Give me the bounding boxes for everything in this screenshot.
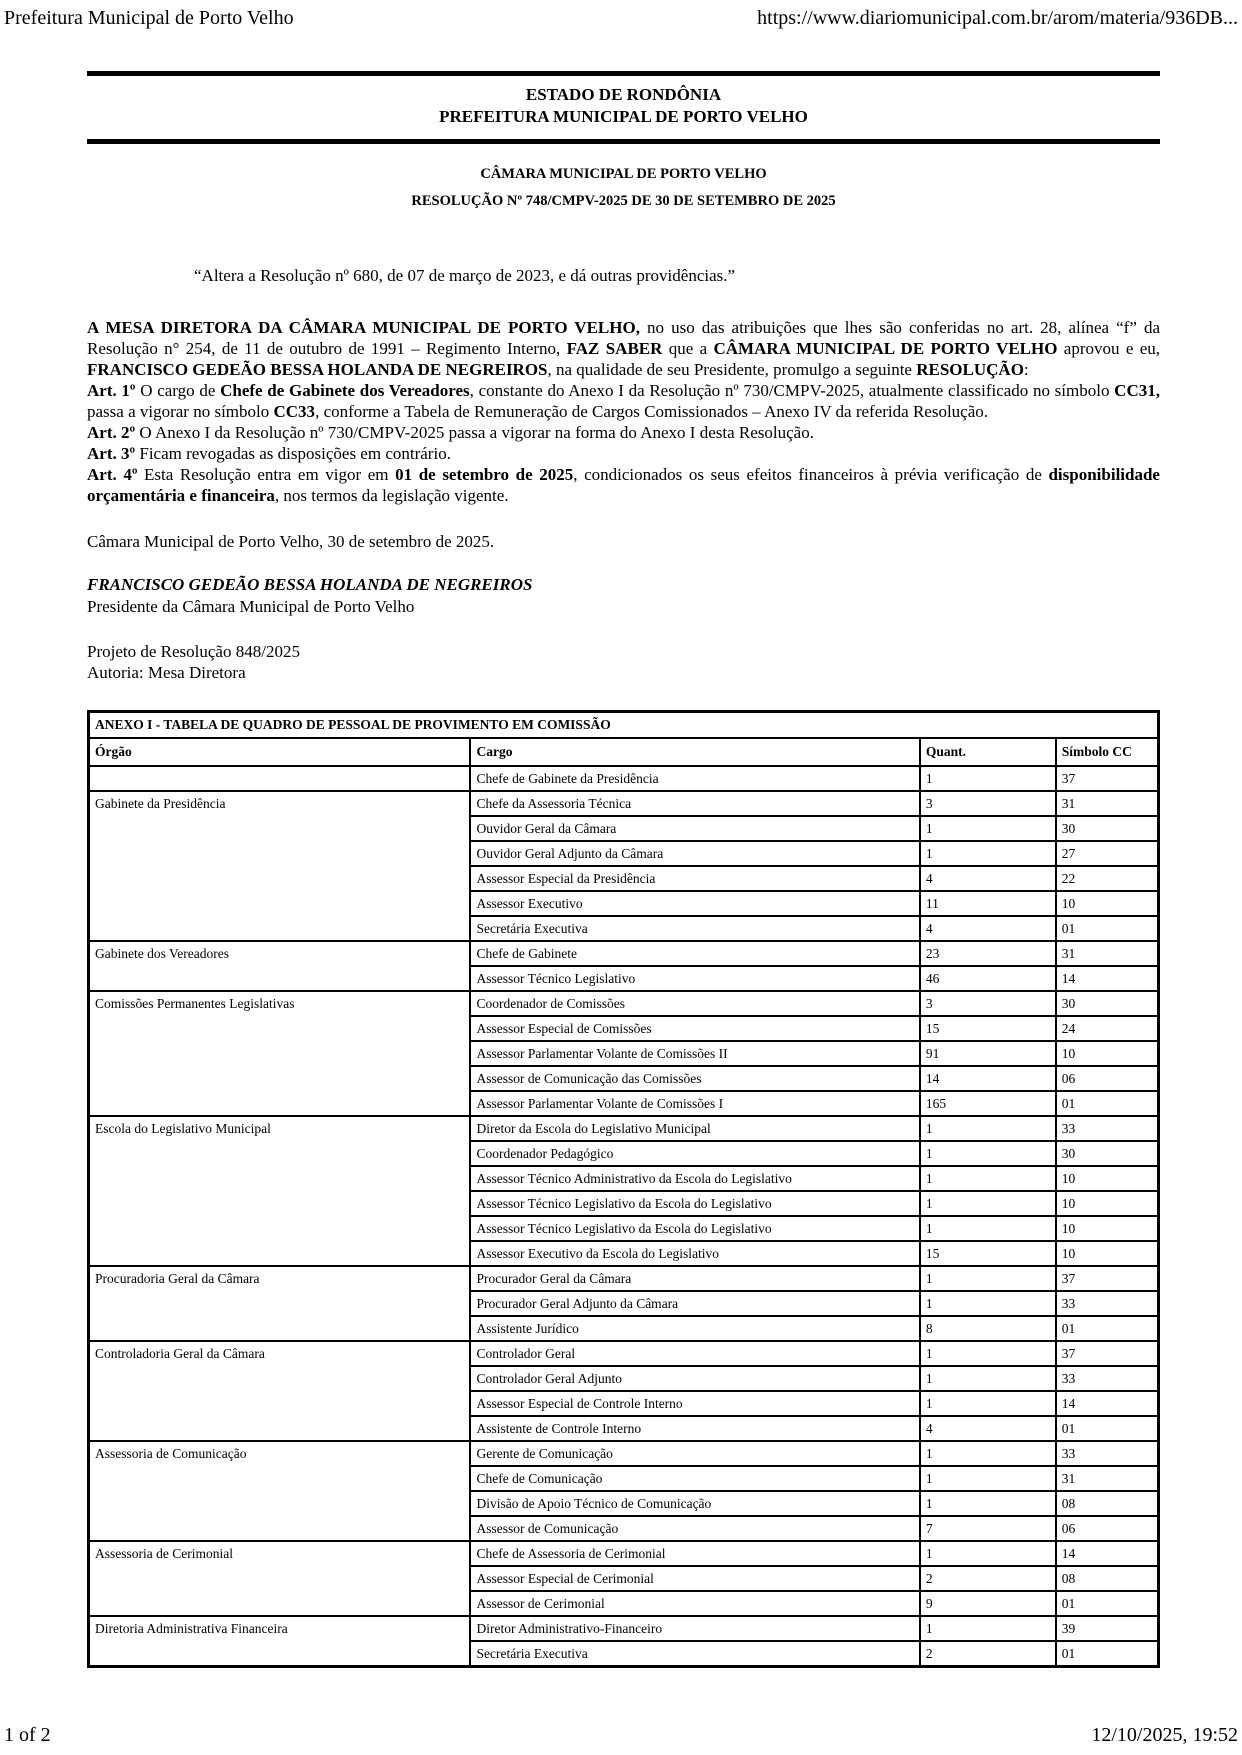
symbol-cc-cell: 10	[1056, 1166, 1159, 1191]
cargo-cell: Assessor Executivo da Escola do Legislativo	[470, 1241, 919, 1266]
cargo-cell: Assistente Jurídico	[470, 1316, 919, 1341]
organ-cell: Procuradoria Geral da Câmara	[89, 1266, 471, 1341]
print-header	[0, 0, 1242, 29]
symbol-cc-cell: 31	[1056, 1466, 1159, 1491]
quant-cell: 8	[920, 1316, 1056, 1341]
column-header-3: Símbolo CC	[1056, 738, 1159, 766]
symbol-cc-cell: 10	[1056, 1241, 1159, 1266]
table-row	[89, 1541, 1159, 1566]
quant-cell: 1	[920, 1441, 1056, 1466]
symbol-cc-cell: 31	[1056, 791, 1159, 816]
text-run: que a	[662, 338, 714, 358]
bold-run: FAZ SABER	[566, 338, 663, 358]
quant-cell: 91	[920, 1041, 1056, 1066]
doc-subtitle-resolution: RESOLUÇÃO Nº 748/CMPV-2025 DE 30 DE SETEMBRO DE 2025	[411, 192, 836, 209]
symbol-cc-cell: 14	[1056, 966, 1159, 991]
symbol-cc-cell: 39	[1056, 1616, 1159, 1641]
article-4	[87, 464, 1160, 506]
signature-block	[87, 574, 1160, 616]
table-row	[89, 941, 1159, 966]
symbol-cc-cell: 08	[1056, 1491, 1159, 1516]
symbol-cc-cell: 27	[1056, 841, 1159, 866]
cargo-cell: Divisão de Apoio Técnico de Comunicação	[470, 1491, 919, 1516]
organ-cell: Diretoria Administrativa Financeira	[89, 1616, 471, 1666]
annex-header-row	[89, 738, 1159, 766]
quant-cell: 1	[920, 1291, 1056, 1316]
bold-run: Art. 2º	[87, 423, 136, 443]
quant-cell: 1	[920, 1266, 1056, 1291]
text-run: O Anexo I da Resolução nº 730/CMPV-2025 passa a vigorar na forma do Anexo I desta Resolução.	[135, 423, 814, 443]
quant-cell: 4	[920, 916, 1056, 941]
quant-cell: 165	[920, 1091, 1056, 1116]
quant-cell: 3	[920, 791, 1056, 816]
annex-title-cell: ANEXO I - TABELA DE QUADRO DE PESSOAL DE PROVIMENTO EM COMISSÃO	[89, 711, 1159, 738]
bold-run: 01 de setembro de 2025	[395, 465, 574, 485]
cargo-cell: Gerente de Comunicação	[470, 1441, 919, 1466]
quant-cell: 15	[920, 1016, 1056, 1041]
symbol-cc-cell: 10	[1056, 1191, 1159, 1216]
cargo-cell: Assessor de Comunicação	[470, 1516, 919, 1541]
table-row	[89, 791, 1159, 816]
quant-cell: 1	[920, 1216, 1056, 1241]
cargo-cell: Secretária Executiva	[470, 916, 919, 941]
cargo-cell: Procurador Geral Adjunto da Câmara	[470, 1291, 919, 1316]
signature-role: Presidente da Câmara Municipal de Porto Velho	[87, 596, 415, 616]
quant-cell: 7	[920, 1516, 1056, 1541]
cargo-cell: Assessor de Comunicação das Comissões	[470, 1066, 919, 1091]
cargo-cell: Assessor de Cerimonial	[470, 1591, 919, 1616]
symbol-cc-cell: 14	[1056, 1391, 1159, 1416]
symbol-cc-cell: 37	[1056, 766, 1159, 791]
doc-subtitle-organ: CÂMARA MUNICIPAL DE PORTO VELHO	[480, 165, 767, 182]
cargo-cell: Procurador Geral da Câmara	[470, 1266, 919, 1291]
symbol-cc-cell: 37	[1056, 1266, 1159, 1291]
table-row	[89, 1341, 1159, 1366]
organ-cell: Gabinete dos Vereadores	[89, 941, 471, 991]
cargo-cell: Diretor da Escola do Legislativo Municipal	[470, 1116, 919, 1141]
quant-cell: 1	[920, 1166, 1056, 1191]
bold-run: Art. 4º	[87, 465, 138, 485]
quant-cell: 11	[920, 891, 1056, 916]
column-header-2: Quant.	[920, 738, 1056, 766]
cargo-cell: Chefe de Gabinete da Presidência	[470, 766, 919, 791]
annex-table-body	[89, 711, 1159, 1666]
cargo-cell: Assessor Técnico Legislativo da Escola do Legislativo	[470, 1216, 919, 1241]
bold-run: CC33	[273, 402, 316, 422]
text-run: :	[1023, 359, 1029, 379]
organ-cell: Assessoria de Cerimonial	[89, 1541, 471, 1616]
text-run: , constante do Anexo I da Resolução nº 730/CMPV-2025, atualmente classificado no símbolo	[469, 380, 1115, 400]
symbol-cc-cell: 10	[1056, 1216, 1159, 1241]
quant-cell: 1	[920, 1366, 1056, 1391]
cargo-cell: Assessor Especial de Cerimonial	[470, 1566, 919, 1591]
cargo-cell: Coordenador Pedagógico	[470, 1141, 919, 1166]
organ-cell: Comissões Permanentes Legislativas	[89, 991, 471, 1116]
text-run: Esta Resolução entra em vigor em	[137, 465, 396, 485]
symbol-cc-cell: 01	[1056, 1641, 1159, 1666]
cargo-cell: Assessor Parlamentar Volante de Comissões I	[470, 1091, 919, 1116]
quant-cell: 1	[920, 1616, 1056, 1641]
text-run: no uso das atribuições que lhes são conferidas no art. 28, alínea “f” da Resolução n° 254, de 11 de outubro de 1991 – Regimento Interno,	[87, 317, 1160, 358]
quant-cell: 4	[920, 1416, 1056, 1441]
symbol-cc-cell: 22	[1056, 866, 1159, 891]
quant-cell: 46	[920, 966, 1056, 991]
bold-run: CC31,	[1114, 380, 1160, 400]
table-row	[89, 766, 1159, 791]
article-1	[87, 380, 1160, 422]
annex-table	[87, 710, 1160, 1668]
text-run: , na qualidade de seu Presidente, promulgo a seguinte	[547, 359, 917, 379]
cargo-cell: Chefe de Gabinete	[470, 941, 919, 966]
quant-cell: 1	[920, 1541, 1056, 1566]
table-row	[89, 1116, 1159, 1141]
symbol-cc-cell: 37	[1056, 1341, 1159, 1366]
cargo-cell: Assessor Especial de Controle Interno	[470, 1391, 919, 1416]
cargo-cell: Assessor Técnico Legislativo	[470, 966, 919, 991]
quant-cell: 2	[920, 1566, 1056, 1591]
column-header-1: Cargo	[470, 738, 919, 766]
project-author: Autoria: Mesa Diretora	[87, 662, 246, 682]
cargo-cell: Assessor Parlamentar Volante de Comissões II	[470, 1041, 919, 1066]
symbol-cc-cell: 30	[1056, 1141, 1159, 1166]
resolution-body	[87, 317, 1160, 507]
annex-section	[87, 710, 1160, 1668]
organ-cell: Escola do Legislativo Municipal	[89, 1116, 471, 1266]
quant-cell: 1	[920, 816, 1056, 841]
symbol-cc-cell: 10	[1056, 891, 1159, 916]
symbol-cc-cell: 01	[1056, 1316, 1159, 1341]
page-number: 1 of 2	[4, 1724, 51, 1746]
document-page	[87, 71, 1160, 1668]
quant-cell: 1	[920, 1191, 1056, 1216]
symbol-cc-cell: 01	[1056, 1091, 1159, 1116]
cargo-cell: Assessor Especial de Comissões	[470, 1016, 919, 1041]
symbol-cc-cell: 08	[1056, 1566, 1159, 1591]
bold-run: disponibilidade orçamentária e financeira	[87, 465, 1160, 506]
symbol-cc-cell: 10	[1056, 1041, 1159, 1066]
bold-run: CÂMARA MUNICIPAL DE PORTO VELHO	[713, 338, 1058, 358]
symbol-cc-cell: 33	[1056, 1441, 1159, 1466]
quant-cell: 1	[920, 1491, 1056, 1516]
symbol-cc-cell: 33	[1056, 1291, 1159, 1316]
table-row	[89, 1616, 1159, 1641]
cargo-cell: Chefe da Assessoria Técnica	[470, 791, 919, 816]
cargo-cell: Chefe de Assessoria de Cerimonial	[470, 1541, 919, 1566]
table-row	[89, 1441, 1159, 1466]
quant-cell: 14	[920, 1066, 1056, 1091]
annex-title-row	[89, 711, 1159, 738]
cargo-cell: Assessor Técnico Administrativo da Escola do Legislativo	[470, 1166, 919, 1191]
symbol-cc-cell: 01	[1056, 1416, 1159, 1441]
quant-cell: 23	[920, 941, 1056, 966]
symbol-cc-cell: 33	[1056, 1116, 1159, 1141]
symbol-cc-cell: 01	[1056, 1591, 1159, 1616]
symbol-cc-cell: 33	[1056, 1366, 1159, 1391]
quant-cell: 4	[920, 866, 1056, 891]
quant-cell: 1	[920, 841, 1056, 866]
symbol-cc-cell: 31	[1056, 941, 1159, 966]
table-row	[89, 991, 1159, 1016]
doc-subtitle	[87, 161, 1160, 215]
quant-cell: 1	[920, 766, 1056, 791]
epigraph: “Altera a Resolução nº 680, de 07 de março de 2023, e dá outras providências.”	[194, 265, 736, 285]
symbol-cc-cell: 14	[1056, 1541, 1159, 1566]
masthead	[87, 71, 1160, 144]
cargo-cell: Assessor Técnico Legislativo da Escola do Legislativo	[470, 1191, 919, 1216]
table-row	[89, 1266, 1159, 1291]
bold-run: Art. 3º	[87, 444, 136, 464]
date-line: Câmara Municipal de Porto Velho, 30 de setembro de 2025.	[87, 532, 495, 552]
bold-run: Chefe de Gabinete dos Vereadores	[220, 380, 470, 400]
quant-cell: 1	[920, 1391, 1056, 1416]
masthead-city-line: PREFEITURA MUNICIPAL DE PORTO VELHO	[439, 107, 808, 127]
quant-cell: 2	[920, 1641, 1056, 1666]
quant-cell: 1	[920, 1141, 1056, 1166]
masthead-state-line: ESTADO DE RONDÔNIA	[525, 85, 722, 104]
text-run: O cargo de	[135, 380, 221, 400]
text-run: passa a vigorar no símbolo	[87, 402, 274, 422]
cargo-cell: Ouvidor Geral da Câmara	[470, 816, 919, 841]
cargo-cell: Ouvidor Geral Adjunto da Câmara	[470, 841, 919, 866]
quant-cell: 1	[920, 1116, 1056, 1141]
symbol-cc-cell: 30	[1056, 991, 1159, 1016]
organ-cell: Assessoria de Comunicação	[89, 1441, 471, 1541]
bold-run: Art. 1º	[87, 380, 136, 400]
quant-cell: 1	[920, 1341, 1056, 1366]
cargo-cell: Secretária Executiva	[470, 1641, 919, 1666]
symbol-cc-cell: 01	[1056, 916, 1159, 941]
bold-run: A MESA DIRETORA DA CÂMARA MUNICIPAL DE PORTO VELHO,	[87, 317, 640, 337]
text-run: aprovou e eu,	[1057, 338, 1160, 358]
bold-run: RESOLUÇÃO	[916, 359, 1024, 379]
article-3	[87, 443, 1160, 464]
cargo-cell: Coordenador de Comissões	[470, 991, 919, 1016]
cargo-cell: Diretor Administrativo-Financeiro	[470, 1616, 919, 1641]
signature-name: FRANCISCO GEDEÃO BESSA HOLANDA DE NEGREIROS	[87, 575, 533, 595]
symbol-cc-cell: 30	[1056, 816, 1159, 841]
cargo-cell: Assistente de Controle Interno	[470, 1416, 919, 1441]
print-timestamp: 12/10/2025, 19:52	[1091, 1724, 1238, 1746]
project-number: Projeto de Resolução 848/2025	[87, 641, 300, 661]
print-footer	[4, 1724, 1238, 1747]
symbol-cc-cell: 06	[1056, 1516, 1159, 1541]
column-header-0: Órgão	[89, 738, 471, 766]
print-header-url: https://www.diariomunicipal.com.br/arom/materia/936DB...	[757, 7, 1238, 29]
organ-cell: Gabinete da Presidência	[89, 791, 471, 941]
organ-cell	[89, 766, 471, 791]
cargo-cell: Assessor Especial da Presidência	[470, 866, 919, 891]
symbol-cc-cell: 24	[1056, 1016, 1159, 1041]
text-run: , nos termos da legislação vigente.	[274, 486, 509, 506]
quant-cell: 3	[920, 991, 1056, 1016]
text-run: Ficam revogadas as disposições em contrário.	[135, 444, 451, 464]
text-run: , conforme a Tabela de Remuneração de Cargos Comissionados – Anexo IV da referida Resolução.	[315, 402, 989, 422]
quant-cell: 15	[920, 1241, 1056, 1266]
project-block	[87, 641, 1160, 683]
cargo-cell: Assessor Executivo	[470, 891, 919, 916]
cargo-cell: Chefe de Comunicação	[470, 1466, 919, 1491]
organ-cell: Controladoria Geral da Câmara	[89, 1341, 471, 1441]
preamble-paragraph	[87, 317, 1160, 380]
print-header-title: Prefeitura Municipal de Porto Velho	[4, 7, 294, 29]
quant-cell: 9	[920, 1591, 1056, 1616]
cargo-cell: Controlador Geral Adjunto	[470, 1366, 919, 1391]
article-2	[87, 422, 1160, 443]
bold-run: FRANCISCO GEDEÃO BESSA HOLANDA DE NEGREIROS	[87, 359, 548, 379]
symbol-cc-cell: 06	[1056, 1066, 1159, 1091]
text-run: , condicionados os seus efeitos financeiros à prévia verificação de	[573, 465, 1049, 485]
cargo-cell: Controlador Geral	[470, 1341, 919, 1366]
quant-cell: 1	[920, 1466, 1056, 1491]
